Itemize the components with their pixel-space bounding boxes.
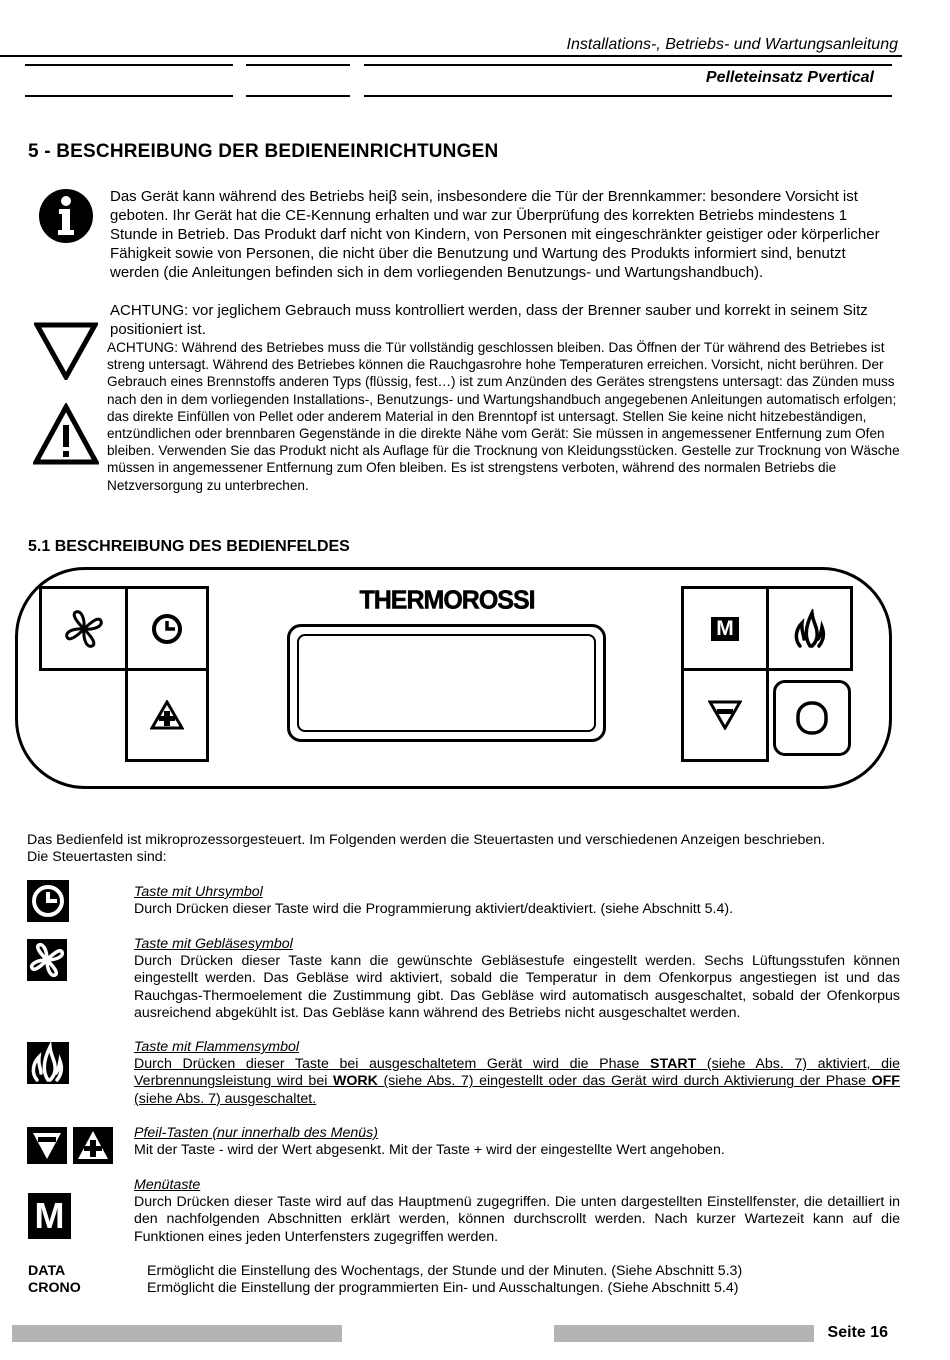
flame-key[interactable] xyxy=(766,586,853,671)
minus-arrow-icon xyxy=(708,700,742,730)
header-rule-seg xyxy=(364,95,892,97)
footer-bar-left xyxy=(12,1325,342,1342)
document-subtitle: Pelleteinsatz Pvertical xyxy=(705,69,874,86)
fan-icon xyxy=(63,608,105,650)
footer-bar-right xyxy=(554,1325,814,1342)
clock-key-text: Durch Drücken dieser Taste wird die Programmierung aktiviert/deaktiviert. (siehe Abschnitt 5.4). xyxy=(134,901,734,917)
data-desc: Ermöglicht die Einstellung des Wochentags, der Stunde und der Minuten. (Siehe Abschnitt 5.3) xyxy=(147,1263,743,1279)
section-title: 5 - BESCHREIBUNG DER BEDIENEINRICHTUNGEN xyxy=(28,141,499,162)
document-title: Installations-, Betriebs- und Wartungsanleitung xyxy=(566,36,898,53)
data-term: DATA xyxy=(28,1263,66,1279)
subsection-title: 5.1 BESCHREIBUNG DES BEDIENFELDES xyxy=(28,538,350,555)
lcd-display xyxy=(287,624,606,742)
fan-key-text: Durch Drücken dieser Taste kann die gewünschte Gebläsestufe eingestellt werden. Sechs Lüftungsstufen können eingestellt werden. Das Gebläse wird aktiviert, sobald die Temperatur in dem Ofenkorpus angestiegen ist und das Rauchgas-Thermoelement die Zustimmung gibt. Das Gebläse wird automatisch ausgeschaltet, sobald der Ofenkorpus ausreichend abgekühlt ist. Das Gebläse kann während des Betriebs nicht ausgeschaltet werden. xyxy=(134,953,900,1021)
minus-arrow-icon xyxy=(27,1127,67,1164)
menu-key[interactable] xyxy=(681,586,769,671)
keys-intro: Die Steuertasten sind: xyxy=(27,849,167,865)
panel-intro: Das Bedienfeld ist mikroprozessorgesteuert. Im Folgenden werden die Steuertasten und verschiedenen Anzeigen beschrieben. xyxy=(27,832,826,848)
warning-paragraph: ACHTUNG: Während des Betriebes muss die Tür vollständig geschlossen bleiben. Das Öffnen der Tür während des Betriebes ist streng untersagt. Während des Betriebes können die Rauchgasrohre hohe Temperaturen erreichen. Vorsicht, nicht berühren. Der Gebrauch eines Brennstoffs anderen Typs (flüssig, fest…) ist zum Anzünden des Gerätes strengstens untersagt: das Zünden muss nach den in dem vorliegenden Installations-, Benutzungs- und Wartungshandbuch angegebenen Anleitungen automatisch erfolgen; das direkte Einfüllen von Pellet oder anderem Material in den Brenntopf ist untersagt. Stellen Sie keine nicht hitzebeständigen, entzündlichen oder brennbaren Gegenstände in die direkte Nähe vom Gerät: Sie müssen in angemessener Entfernung zum Ofen bleiben. Verwenden Sie das Produkt nicht als Auflage für die Trocknung von Kleidungsstücken. Gestelle zur Trocknung von Wäsche müssen in angemessener Entfernung zum Ofen bleiben. Es ist strengstens verboten, während des normalen Betriebs die Netzversorgung zu unterbrechen. xyxy=(107,340,900,493)
flame-key-text: Durch Drücken dieser Taste bei ausgeschaltetem Gerät wird die Phase START (siehe Abs. 7) aktiviert, die Verbrennungsleistung wird bei WORK (siehe Abs. 7) eingestellt oder das Gerät wird durch Aktivierung der Phase OFF (siehe Abs. 7) ausgeschaltet. xyxy=(134,1056,901,1107)
flame-key-title: Taste mit Flammensymbol xyxy=(134,1039,300,1055)
fan-key[interactable] xyxy=(39,586,128,671)
menu-key-text: Durch Drücken dieser Taste wird auf das Hauptmenü zugegriffen. Die unten dargestellten Einstellfenster, die detailliert in den nachfolgenden Abschnitten erklärt werden, können durchscrollt werden. Nach kurzer Wartezeit kann auf die Funktionen eines jeden Unterfensters zugegriffen werden. xyxy=(134,1194,900,1245)
clock-key[interactable] xyxy=(125,586,209,671)
page-number: Seite 16 xyxy=(827,1324,888,1341)
header-rule-seg xyxy=(246,64,350,66)
header-rule-seg xyxy=(25,64,233,66)
brand-logo: THERMOROSSI xyxy=(359,584,535,615)
caution-paragraph: ACHTUNG: vor jeglichem Gebrauch muss kontrolliert werden, dass der Brenner sauber und korrekt in seinem Sitz positioniert ist. xyxy=(110,302,868,338)
clock-icon xyxy=(27,880,69,922)
header-rule-seg xyxy=(364,64,892,66)
power-key[interactable] xyxy=(773,680,851,756)
header-rule-seg xyxy=(246,95,350,97)
warning-icon xyxy=(33,403,99,465)
menu-icon-label: M xyxy=(34,1195,65,1236)
clock-icon xyxy=(150,612,184,646)
power-icon xyxy=(795,700,829,736)
flame-icon xyxy=(792,609,828,649)
arrow-keys-title: Pfeil-Tasten (nur innerhalb des Menüs) xyxy=(134,1125,378,1141)
minus-key[interactable] xyxy=(681,668,769,762)
crono-desc: Ermöglicht die Einstellung der programmierten Ein- und Ausschaltungen. (Siehe Abschnitt 5.4) xyxy=(147,1280,739,1296)
crono-term: CRONO xyxy=(28,1280,81,1296)
info-icon xyxy=(38,188,94,244)
fan-icon xyxy=(27,939,67,981)
menu-key-label: M xyxy=(716,616,734,640)
header-rule xyxy=(0,55,902,57)
menu-key-title: Menütaste xyxy=(134,1177,201,1193)
caution-triangle-icon xyxy=(34,322,98,380)
flame-icon xyxy=(27,1042,69,1084)
plus-arrow-icon xyxy=(150,700,184,730)
plus-key[interactable] xyxy=(125,668,209,762)
arrow-keys-text: Mit der Taste - wird der Wert abgesenkt. Mit der Taste + wird der eingestellte Wert angehoben. xyxy=(134,1142,725,1158)
header-rule-seg xyxy=(25,95,233,97)
plus-arrow-icon xyxy=(73,1127,113,1164)
fan-key-title: Taste mit Gebläsesymbol xyxy=(134,936,293,952)
intro-paragraph: Das Gerät kann während des Betriebs heiβ sein, insbesondere die Tür der Brennkammer: besondere Vorsicht ist geboten. Ihr Gerät hat die CE-Kennung erhalten und war zur Überprüfung des korrekten Betriebs mindestens 1 Stunde in Betrieb. Das Produkt darf nicht von Kindern, von Personen mit eingeschränkter geistiger oder körperlicher Fähigkeit sowie von Personen, die nicht über die Benutzung und Wartung des Produkts informiert sind, benutzt werden (die Anleitungen befinden sich in dem vorliegenden Benutzungs- und Wartungshandbuch). xyxy=(110,188,880,281)
clock-key-title: Taste mit Uhrsymbol xyxy=(134,884,263,900)
